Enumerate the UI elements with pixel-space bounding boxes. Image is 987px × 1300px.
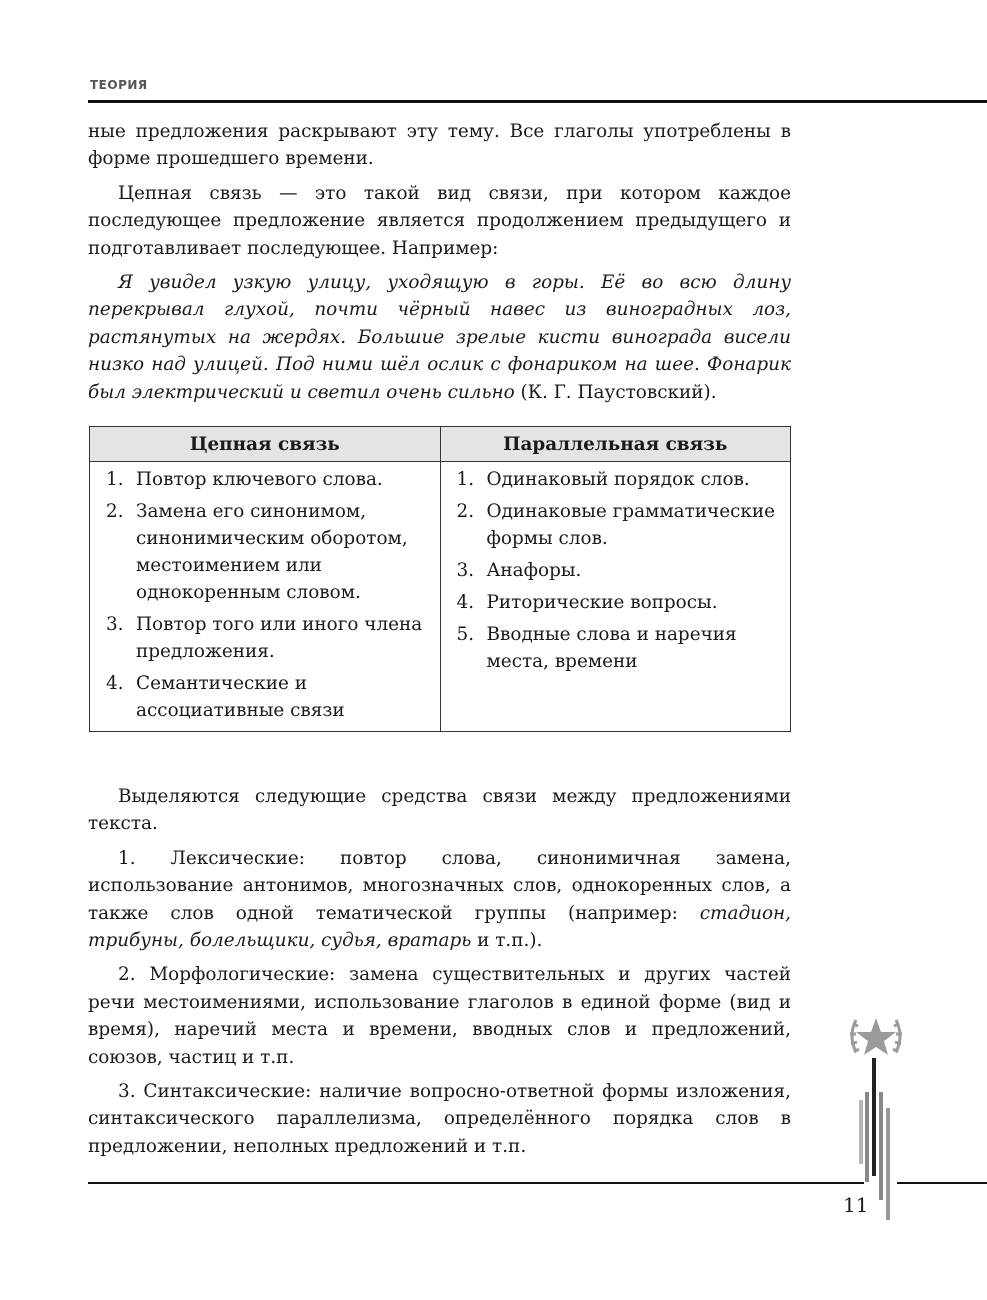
parallel-column <box>440 462 791 732</box>
means-intro: Выделяются следующие средства связи между предложениями текста. <box>88 786 791 835</box>
item-number: 4. <box>456 592 475 613</box>
list-item <box>457 621 779 675</box>
list-item <box>106 670 428 724</box>
item-number: 3. <box>106 614 124 635</box>
item-text: Одинаковый порядок слов. <box>486 469 750 490</box>
item-text: Повтор того или иного члена предложения. <box>136 614 423 662</box>
table-header-chain: Цепная связь <box>90 427 441 462</box>
list-item <box>457 466 779 493</box>
item-text: Замена его синонимом, синонимическим оборотом, местоимением или однокоренным словом. <box>136 501 408 603</box>
paragraph-continuation: ные предложения раскрывают эту тему. Все глаголы употреблены в форме прошедшего времени. <box>88 121 791 170</box>
header-rule <box>88 100 987 103</box>
lexical-end: и т.п.). <box>471 930 543 952</box>
section-label: ТЕОРИЯ <box>90 78 148 92</box>
means-syntactic: 3. Синтаксические: наличие вопросно-ответной формы изложения, синтаксического параллелизма, определённого порядка слов в предложении, неполных предложений и т.п. <box>88 1081 791 1157</box>
star-wreath-emblem-icon <box>846 1012 906 1224</box>
list-item <box>106 498 428 606</box>
example-quote: Я увидел узкую улицу, уходящую в горы. Её во всю длину перекрывал глухой, почти чёрный навес из виноградных лоз, растянутых на жердях. Большие зрелые кисти винограда висели низко над улицей. Под ними шёл ослик с фонариком на шее. Фонарик был электрический и светил очень сильно <box>88 272 791 403</box>
footer-rule-left <box>88 1182 864 1184</box>
item-number: 5. <box>456 624 475 645</box>
item-text: Одинаковые грамматические формы слов. <box>486 501 776 549</box>
top-text-block <box>88 118 791 413</box>
item-text: Семантические и ассоциативные связи <box>136 673 345 721</box>
means-morphological: 2. Морфологические: замена существительных и других частей речи местоимениями, использование глаголов в единой форме (вид и время), наречий места и времени, вводных слов и предложений, союзов, частиц и т.п. <box>88 964 791 1068</box>
lexical-text: 1. Лексические: повтор слова, синонимичная замена, использование антонимов, многозначных слов, однокоренных слов, а также слов одной тематической группы (например: <box>88 847 791 924</box>
list-item <box>457 557 779 584</box>
page-number: 11 <box>843 1193 869 1217</box>
list-item <box>457 498 779 552</box>
comparison-table <box>89 426 791 732</box>
item-text: Вводные слова и наречия места, времени <box>486 624 737 672</box>
table-header-parallel: Параллельная связь <box>440 427 791 462</box>
list-item <box>106 466 428 493</box>
lexical-examples: стадион, трибуны, болельщики, судья, вратарь <box>88 902 791 952</box>
chain-column <box>90 462 441 732</box>
item-number: 1. <box>456 469 475 490</box>
item-text: Анафоры. <box>486 560 582 581</box>
item-text: Риторические вопросы. <box>486 592 718 613</box>
bottom-text-block <box>88 783 791 1167</box>
means-lexical <box>88 845 791 955</box>
item-number: 3. <box>456 560 475 581</box>
list-item <box>457 589 779 616</box>
item-number: 2. <box>106 501 124 522</box>
item-number: 1. <box>106 469 124 490</box>
footer-rule-right <box>897 1182 987 1184</box>
item-number: 2. <box>456 501 475 522</box>
example-paragraph <box>88 269 791 406</box>
paragraph-chain-definition: Цепная связь — это такой вид связи, при котором каждое последующее предложение является продолжением предыдущего и подготавливает последующее. Например: <box>88 182 791 259</box>
item-text: Повтор ключевого слова. <box>136 469 383 490</box>
example-attribution: (К. Г. Паустовский). <box>520 381 717 403</box>
item-number: 4. <box>106 673 124 694</box>
list-item <box>106 611 428 665</box>
